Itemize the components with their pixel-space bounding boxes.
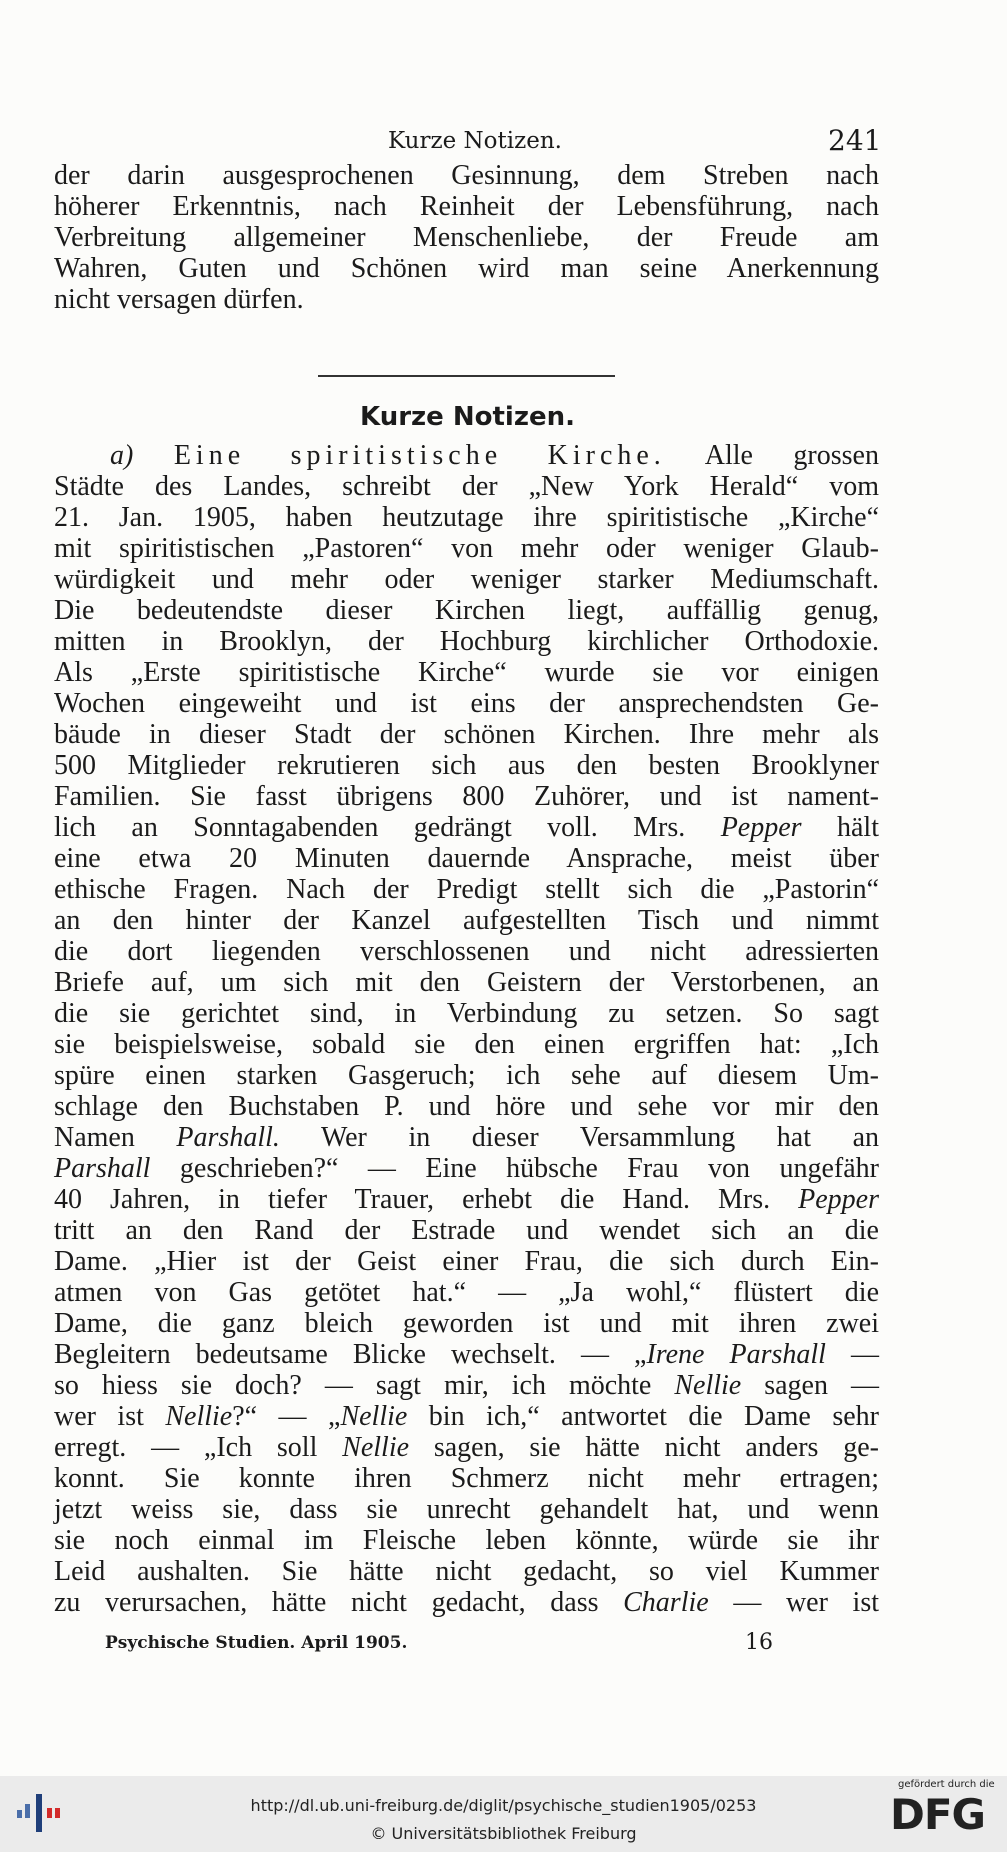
text-line: sie beispielsweise, sobald sie den einen ergriffen hat: „Ich xyxy=(54,1029,879,1060)
text-line: Verbreitung allgemeiner Menschenliebe, der Freude am xyxy=(54,222,879,253)
text-line: atmen von Gas getötet hat.“ — „Ja wohl,“ flüstert die xyxy=(54,1277,879,1308)
section-heading: Kurze Notizen. xyxy=(360,402,575,432)
text-line: der darin ausgesprochenen Gesinnung, dem Streben nach xyxy=(54,160,879,191)
text-line: bäude in dieser Stadt der schönen Kirchen. Ihre mehr als xyxy=(54,719,879,750)
text-line: Leid aushalten. Sie hätte nicht gedacht, so viel Kummer xyxy=(54,1556,879,1587)
text-line: Dame, die ganz bleich geworden ist und mit ihren zwei xyxy=(54,1308,879,1339)
text-line: mit spiritistischen „Pastoren“ von mehr oder weniger Glaub- xyxy=(54,533,879,564)
text-line: konnt. Sie konnte ihren Schmerz nicht mehr ertragen; xyxy=(54,1463,879,1494)
text-line: würdigkeit und mehr oder weniger starker Mediumschaft. xyxy=(54,564,879,595)
page-number: 241 xyxy=(828,124,882,157)
text-line: zu verursachen, hätte nicht gedacht, dass Charlie — wer ist xyxy=(54,1587,879,1618)
dfg-caption: gefördert durch die xyxy=(898,1779,995,1790)
text-line: die dort liegenden verschlossenen und nicht adressierten xyxy=(54,936,879,967)
permalink[interactable]: http://dl.ub.uni-freiburg.de/diglit/psychische_studien1905/0253 xyxy=(250,1796,757,1815)
text-line: lich an Sonntagabenden gedrängt voll. Mrs. Pepper hält xyxy=(54,812,879,843)
text-line: spüre einen starken Gasgeruch; ich sehe auf diesem Um- xyxy=(54,1060,879,1091)
article-label: a) xyxy=(110,440,134,471)
text-line: so hiess sie doch? — sagt mir, ich möchte Nellie sagen — xyxy=(54,1370,879,1401)
text-line: schlage den Buchstaben P. und höre und sehe vor mir den xyxy=(54,1091,879,1122)
signature-mark: 16 xyxy=(745,1630,773,1655)
text-line: Wahren, Guten und Schönen wird man seine Anerkennung xyxy=(54,253,879,284)
text-line: Städte des Landes, schreibt der „New York Herald“ vom xyxy=(54,471,879,502)
article-first-line: a) Eine spiritistische Kirche. Alle grossen xyxy=(110,440,879,471)
text-line: eine etwa 20 Minuten dauernde Ansprache, meist über xyxy=(54,843,879,874)
text-line: nicht versagen dürfen. xyxy=(54,284,304,315)
text-line: höherer Erkenntnis, nach Reinheit der Lebensführung, nach xyxy=(54,191,879,222)
text-line: Parshall geschrieben?“ — Eine hübsche Frau von ungefähr xyxy=(54,1153,879,1184)
text-line: die sie gerichtet sind, in Verbindung zu setzen. So sagt xyxy=(54,998,879,1029)
text-line: an den hinter der Kanzel aufgestellten Tisch und nimmt xyxy=(54,905,879,936)
text-line: 21. Jan. 1905, haben heutzutage ihre spiritistische „Kirche“ xyxy=(54,502,879,533)
text-line: wer ist Nellie?“ — „Nellie bin ich,“ antwortet die Dame sehr xyxy=(54,1401,879,1432)
text-line: erregt. — „Ich soll Nellie sagen, sie hätte nicht anders ge- xyxy=(54,1432,879,1463)
text-line: mitten in Brooklyn, der Hochburg kirchlicher Orthodoxie. xyxy=(54,626,879,657)
text-line: Die bedeutendste dieser Kirchen liegt, auffällig genug, xyxy=(54,595,879,626)
article-body xyxy=(54,440,879,1618)
text-line: Begleitern bedeutsame Blicke wechselt. — „Irene Parshall — xyxy=(54,1339,880,1370)
text-line: Als „Erste spiritistische Kirche“ wurde sie vor einigen xyxy=(54,657,879,688)
copyright-notice: © Universitätsbibliothek Freiburg xyxy=(370,1824,637,1843)
text-line: Dame. „Hier ist der Geist einer Frau, die sich durch Ein- xyxy=(54,1246,879,1277)
article-heading: Eine spiritistische Kirche. xyxy=(173,440,666,471)
text-line: Wochen eingeweiht und ist eins der ansprechendsten Ge- xyxy=(54,688,879,719)
running-head: Kurze Notizen. xyxy=(388,128,562,154)
continuation-paragraph xyxy=(54,160,879,315)
text-line: 500 Mitglieder rekrutieren sich aus den besten Brooklyner xyxy=(54,750,879,781)
text-line: jetzt weiss sie, dass sie unrecht gehandelt hat, und wenn xyxy=(54,1494,879,1525)
journal-footer: Psychische Studien. April 1905. xyxy=(105,1633,408,1653)
text-line: tritt an den Rand der Estrade und wendet sich an die xyxy=(54,1215,879,1246)
text-line: 40 Jahren, in tiefer Trauer, erhebt die Hand. Mrs. Pepper xyxy=(54,1184,879,1215)
text-line: Familien. Sie fasst übrigens 800 Zuhörer, und ist nament- xyxy=(54,781,879,812)
text-line: Namen Parshall. Wer in dieser Versammlung hat an xyxy=(54,1122,879,1153)
dfg-logo: DFG xyxy=(890,1790,986,1839)
text-line: sie noch einmal im Fleische leben könnte, würde sie ihr xyxy=(54,1525,879,1556)
text-line: ethische Fragen. Nach der Predigt stellt sich die „Pastorin“ xyxy=(54,874,879,905)
section-divider xyxy=(318,375,615,377)
text-line: Briefe auf, um sich mit den Geistern der Verstorbenen, an xyxy=(54,967,879,998)
